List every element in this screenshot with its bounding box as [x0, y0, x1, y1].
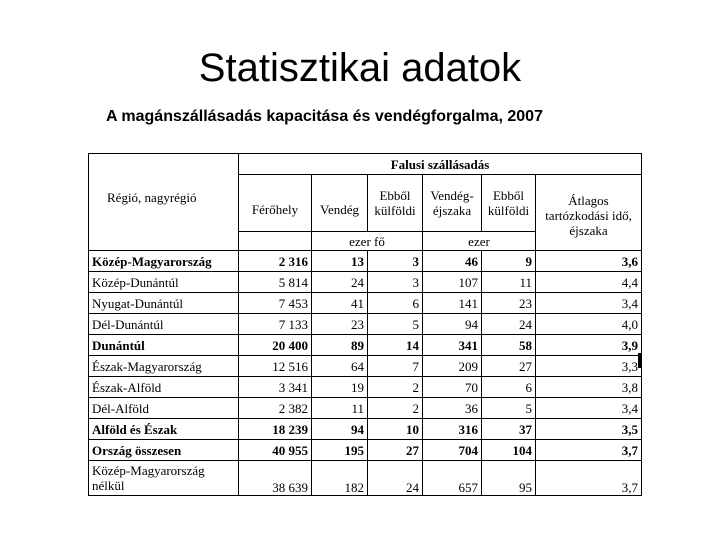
- row-label: Dél-Alföld: [89, 398, 239, 419]
- cell-ferohely: 2 382: [239, 398, 312, 419]
- cell-kulfoldi-2: 5: [482, 398, 536, 419]
- cell-kulfoldi-1: 5: [368, 314, 423, 335]
- cell-kulfoldi-1: 10: [368, 419, 423, 440]
- cell-vendeg: 24: [312, 272, 368, 293]
- cell-ferohely: 40 955: [239, 440, 312, 461]
- cell-ferohely: 2 316: [239, 251, 312, 272]
- cell-atlagos: 3,7: [536, 440, 642, 461]
- cell-atlagos: 3,3: [536, 356, 642, 377]
- table-row: [89, 440, 642, 461]
- row-label-last-line2: nélkül: [92, 478, 125, 493]
- cell-vendegejszaka: 46: [423, 251, 482, 272]
- row-label-last: [89, 461, 239, 496]
- cell-atlagos: 3,5: [536, 419, 642, 440]
- cell-ferohely: 7 133: [239, 314, 312, 335]
- vendeg-header: Vendég: [312, 175, 368, 232]
- cell-vendegejszaka: 341: [423, 335, 482, 356]
- cell-kulfoldi-2: 27: [482, 356, 536, 377]
- cell-kulfoldi-2: 58: [482, 335, 536, 356]
- cell-vendeg: 89: [312, 335, 368, 356]
- table-row: [89, 377, 642, 398]
- row-label: Közép-Dunántúl: [89, 272, 239, 293]
- cell-kulfoldi-1: 6: [368, 293, 423, 314]
- cell-kulfoldi-1: 27: [368, 440, 423, 461]
- row-label: Dunántúl: [89, 335, 239, 356]
- table-body: [89, 251, 642, 461]
- cell-kulfoldi-2: 37: [482, 419, 536, 440]
- row-label: Észak-Alföld: [89, 377, 239, 398]
- cell-kulfoldi-2: 6: [482, 377, 536, 398]
- cell-kulfoldi-1: 3: [368, 272, 423, 293]
- table-row: [89, 356, 642, 377]
- cell-vendeg: 11: [312, 398, 368, 419]
- cell-kulfoldi-1: 3: [368, 251, 423, 272]
- cell-atlagos: 4,4: [536, 272, 642, 293]
- cell-vendeg: 182: [312, 461, 368, 496]
- unit-blank: [239, 232, 312, 251]
- table-row: [89, 314, 642, 335]
- cell-ferohely: 20 400: [239, 335, 312, 356]
- cell-kulfoldi-1: 24: [368, 461, 423, 496]
- row-label: Dél-Dunántúl: [89, 314, 239, 335]
- table-row: [89, 335, 642, 356]
- region-column-header: Régió, nagyrégió: [89, 154, 239, 251]
- row-label: Ország összesen: [89, 440, 239, 461]
- cell-kulfoldi-1: 2: [368, 377, 423, 398]
- unit-ezer: ezer: [423, 232, 536, 251]
- cell-kulfoldi-2: 9: [482, 251, 536, 272]
- table-caption: A magánszállásadás kapacitása és vendégforgalma, 2007: [106, 108, 543, 125]
- cell-ferohely: 7 453: [239, 293, 312, 314]
- statistics-table-container: [88, 153, 642, 496]
- cell-vendegejszaka: 36: [423, 398, 482, 419]
- table-row: [89, 419, 642, 440]
- cell-vendeg: 64: [312, 356, 368, 377]
- table-row-last: [89, 461, 642, 496]
- cell-vendegejszaka: 209: [423, 356, 482, 377]
- cell-vendegejszaka: 704: [423, 440, 482, 461]
- cell-vendegejszaka: 107: [423, 272, 482, 293]
- cell-atlagos: 3,7: [536, 461, 642, 496]
- cell-vendeg: 19: [312, 377, 368, 398]
- cell-atlagos: 3,4: [536, 293, 642, 314]
- cell-atlagos: 3,9: [536, 335, 642, 356]
- cell-ferohely: 38 639: [239, 461, 312, 496]
- cell-ferohely: 12 516: [239, 356, 312, 377]
- group-header: Falusi szállásadás: [239, 154, 642, 175]
- cell-vendegejszaka: 94: [423, 314, 482, 335]
- cell-kulfoldi-1: 14: [368, 335, 423, 356]
- table-row: [89, 398, 642, 419]
- table-row: [89, 251, 642, 272]
- cell-vendeg: 13: [312, 251, 368, 272]
- cell-vendeg: 23: [312, 314, 368, 335]
- ebbol-kulfoldi-header-1: Ebből külföldi: [368, 175, 423, 232]
- cell-vendeg: 195: [312, 440, 368, 461]
- cell-atlagos: 4,0: [536, 314, 642, 335]
- cell-kulfoldi-1: 2: [368, 398, 423, 419]
- cell-atlagos: 3,4: [536, 398, 642, 419]
- table-row: [89, 293, 642, 314]
- row-label: Közép-Magyarország: [89, 251, 239, 272]
- cell-vendegejszaka: 141: [423, 293, 482, 314]
- cell-kulfoldi-2: 23: [482, 293, 536, 314]
- atlagos-header: Átlagos tartózkodási idő, éjszaka: [536, 175, 642, 251]
- cell-kulfoldi-2: 24: [482, 314, 536, 335]
- cell-atlagos: 3,6: [536, 251, 642, 272]
- cell-atlagos: 3,8: [536, 377, 642, 398]
- cell-vendegejszaka: 657: [423, 461, 482, 496]
- cell-ferohely: 18 239: [239, 419, 312, 440]
- cell-kulfoldi-2: 11: [482, 272, 536, 293]
- cell-vendeg: 94: [312, 419, 368, 440]
- row-label-last-line1: Közép-Magyarország: [92, 463, 205, 478]
- header-row-group: [89, 154, 642, 175]
- table-row: [89, 272, 642, 293]
- row-label: Nyugat-Dunántúl: [89, 293, 239, 314]
- cell-vendeg: 41: [312, 293, 368, 314]
- cell-kulfoldi-1: 7: [368, 356, 423, 377]
- cell-vendegejszaka: 70: [423, 377, 482, 398]
- cell-ferohely: 3 341: [239, 377, 312, 398]
- slide-title: Statisztikai adatok: [198, 46, 522, 90]
- ebbol-kulfoldi-header-2: Ebből külföldi: [482, 175, 536, 232]
- unit-ezer-fo: ezer fő: [312, 232, 423, 251]
- ferohely-header: Férőhely: [239, 175, 312, 232]
- statistics-table: [88, 153, 642, 496]
- cell-vendegejszaka: 316: [423, 419, 482, 440]
- cell-kulfoldi-2: 104: [482, 440, 536, 461]
- row-label: Alföld és Észak: [89, 419, 239, 440]
- cell-kulfoldi-2: 95: [482, 461, 536, 496]
- edge-mark: [638, 353, 641, 368]
- cell-ferohely: 5 814: [239, 272, 312, 293]
- vendegejszaka-header: Vendég-éjszaka: [423, 175, 482, 232]
- row-label: Észak-Magyarország: [89, 356, 239, 377]
